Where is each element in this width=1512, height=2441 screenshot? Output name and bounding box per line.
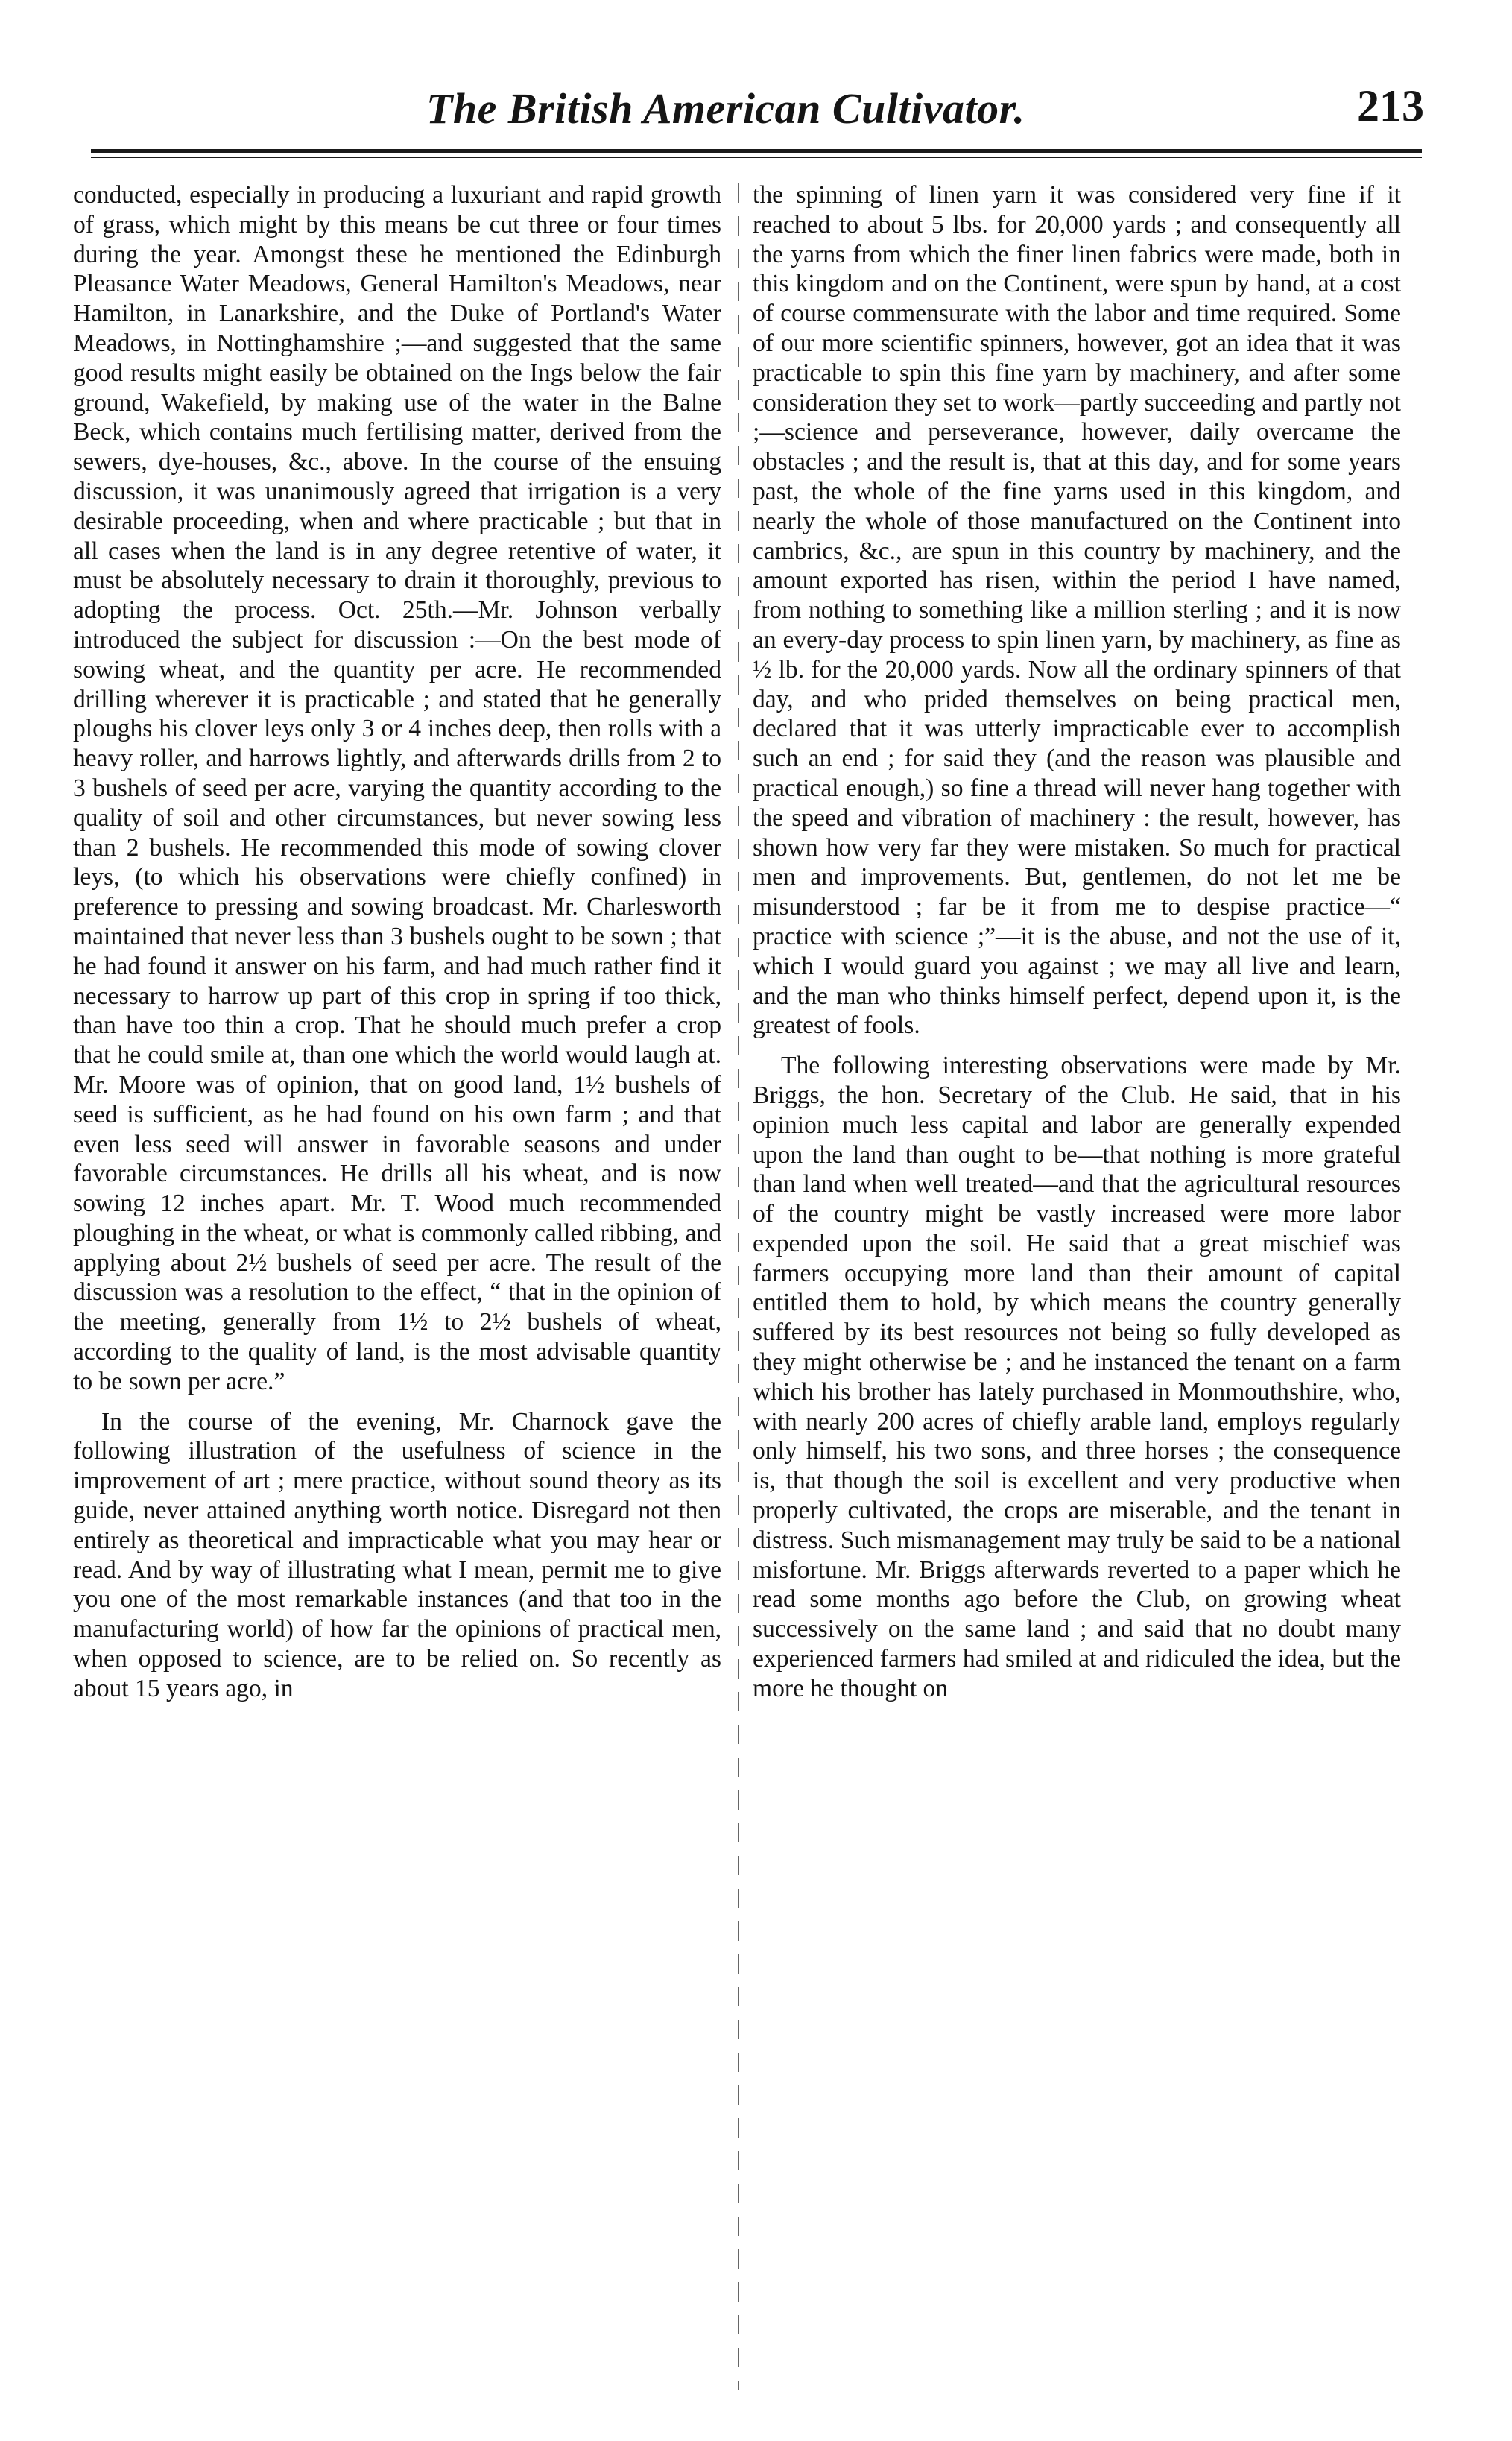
paragraph: The following interesting observations were made by Mr. Briggs, the hon. Secretary of the Club. He said, that in his opinion much less capital and labor are generally expended upon the land than ought to be—that nothing is more grateful than land when well treated—and that the agricultural resources of the country might be vastly increased were more labor expended upon the soil. He said that a great mischief was farmers occupying more land than their amount of capital entitled them to hold, by which means the country generally suffered by its best resources not being so fully developed as they might otherwise be ; and he instanced the tenant on a farm which his brother has lately purchased in Monmouthshire, who, with nearly 200 acres of chiefly arable land, employs regularly only himself, his two sons, and three horses ; the consequence is, that though the soil is excellent and very productive when properly cultivated, the crops are miserable, and the tenant in distress. Such mismanagement may truly be said to be a national misfortune. Mr. Briggs afterwards reverted to a paper which he read some months ago before the Club, on growing wheat successively on the same land ; and said that no doubt many experienced farmers had smiled at and ridiculed the idea, but the more he thought on — [753, 1052, 1401, 1702]
paragraph: In the course of the evening, Mr. Charnock gave the following illustration of the usefulness of science in the improvement of art ; mere practice, without sound theory as its guide, never attained anything worth notice. Disregard not then entirely as theoretical and impracticable what you may hear or read. And by way of illustrating what I mean, permit me to give you one of the most remarkable instances (and that too in the manufacturing world) of how far the opinions of practical men, when opposed to science, are to be relied on. So recently as about 15 years ago, in — [73, 1407, 721, 1702]
paragraph: the spinning of linen yarn it was considered very fine if it reached to about 5 lbs. for 20,000 yards ; and consequently all the yarns from which the finer linen fabrics were made, both in this kingdom and on the Continent, were spun by hand, at a cost of course commensurate with the labor and time required. Some of our more scientific spinners, however, got an idea that it was practicable to spin this fine yarn by machinery, and after some consideration they set to work—partly succeeding and partly not ;—science and perseverance, however, daily overcame the obstacles ; and the result is, that at this day, and for some years past, the whole of the fine yarns used in this kingdom, and nearly the whole of those manufactured on the Continent into cambrics, &c., are spun in this country by machinery, and the amount exported has risen, within the period I have named, from nothing to something like a million sterling ; and it is now an every-day process to spin linen yarn, by machinery, as fine as ½ lb. for the 20,000 yards. Now all the ordinary spinners of that day, and who prided themselves on being practical men, declared that it was utterly impracticable ever to accomplish such an end ; for said they (and the reason was plausible and practical enough,) so fine a thread will never hang together with the speed and vibration of machinery : the result, however, has shown how very far they were mistaken. So much for practical men and improvements. But, gentlemen, do not let me be misunderstood ; far be it from me to despise practice—“ practice with science ;”—it is the abuse, and not the use of it, which I would guard you against ; we may all live and learn, and the man who thinks himself perfect, depend upon it, is the greatest of fools. — [753, 181, 1401, 1040]
running-title: The British American Cultivator. — [426, 84, 1025, 133]
header-rule-thick — [91, 149, 1422, 153]
column-divider — [738, 183, 739, 2390]
paragraph: conducted, especially in producing a luxuriant and rapid growth of grass, which might by this means be cut three or four times during the year. Amongst these he mentioned the Edinburgh Pleasance Water Meadows, General Hamilton's Meadows, near Hamilton, in Lanarkshire, and the Duke of Portland's Water Meadows, in Nottinghamshire ;—and suggested that the same good results might easily be obtained on the Ings below the fair ground, Wakefield, by making use of the water in the Balne Beck, which contains much fertilising matter, derived from the sewers, dye-houses, &c., above. In the course of the ensuing discussion, it was unanimously agreed that irrigation is a very desirable proceeding, when and where practicable ; but that in all cases when the land is in any degree retentive of water, it must be absolutely necessary to drain it thoroughly, previous to adopting the process. Oct. 25th.—Mr. Johnson verbally introduced the subject for discussion :—On the best mode of sowing wheat, and the quantity per acre. He recommended drilling wherever it is practicable ; and stated that he generally ploughs his clover leys only 3 or 4 inches deep, then rolls with a heavy roller, and harrows lightly, and afterwards drills from 2 to 3 bushels of seed per acre, varying the quantity according to the quality of soil and other circumstances, but never sowing less than 2 bushels. He recommended this mode of sowing clover leys, (to which his observations were chiefly confined) in preference to pressing and sowing broadcast. Mr. Charlesworth maintained that never less than 3 bushels ought to be sown ; that he had found it answer on his farm, and had much rather find it necessary to harrow up part of this crop in spring if too thick, than have too thin a crop. That he should much prefer a crop that he could smile at, than one which the world would laugh at. Mr. Moore was of opinion, that on good land, 1½ bushels of seed is sufficient, as he had found on his own farm ; and that even less seed will answer in favorable seasons and under favorable circumstances. He drills all his wheat, and is now sowing 12 inches apart. Mr. T. Wood much recommended ploughing in the wheat, or what is commonly called ribbing, and applying about 2½ bushels of seed per acre. The result of the discussion was a resolution to the effect, “ that in the opinion of the meeting, generally from 1½ to 2½ bushels of wheat, according to the quality of land, is the most advisable quantity to be sown per acre.” — [73, 181, 721, 1395]
page-number: 213 — [1357, 81, 1424, 130]
left-column — [73, 180, 721, 2401]
right-column — [753, 180, 1401, 2401]
header-rule-thin — [91, 157, 1422, 158]
